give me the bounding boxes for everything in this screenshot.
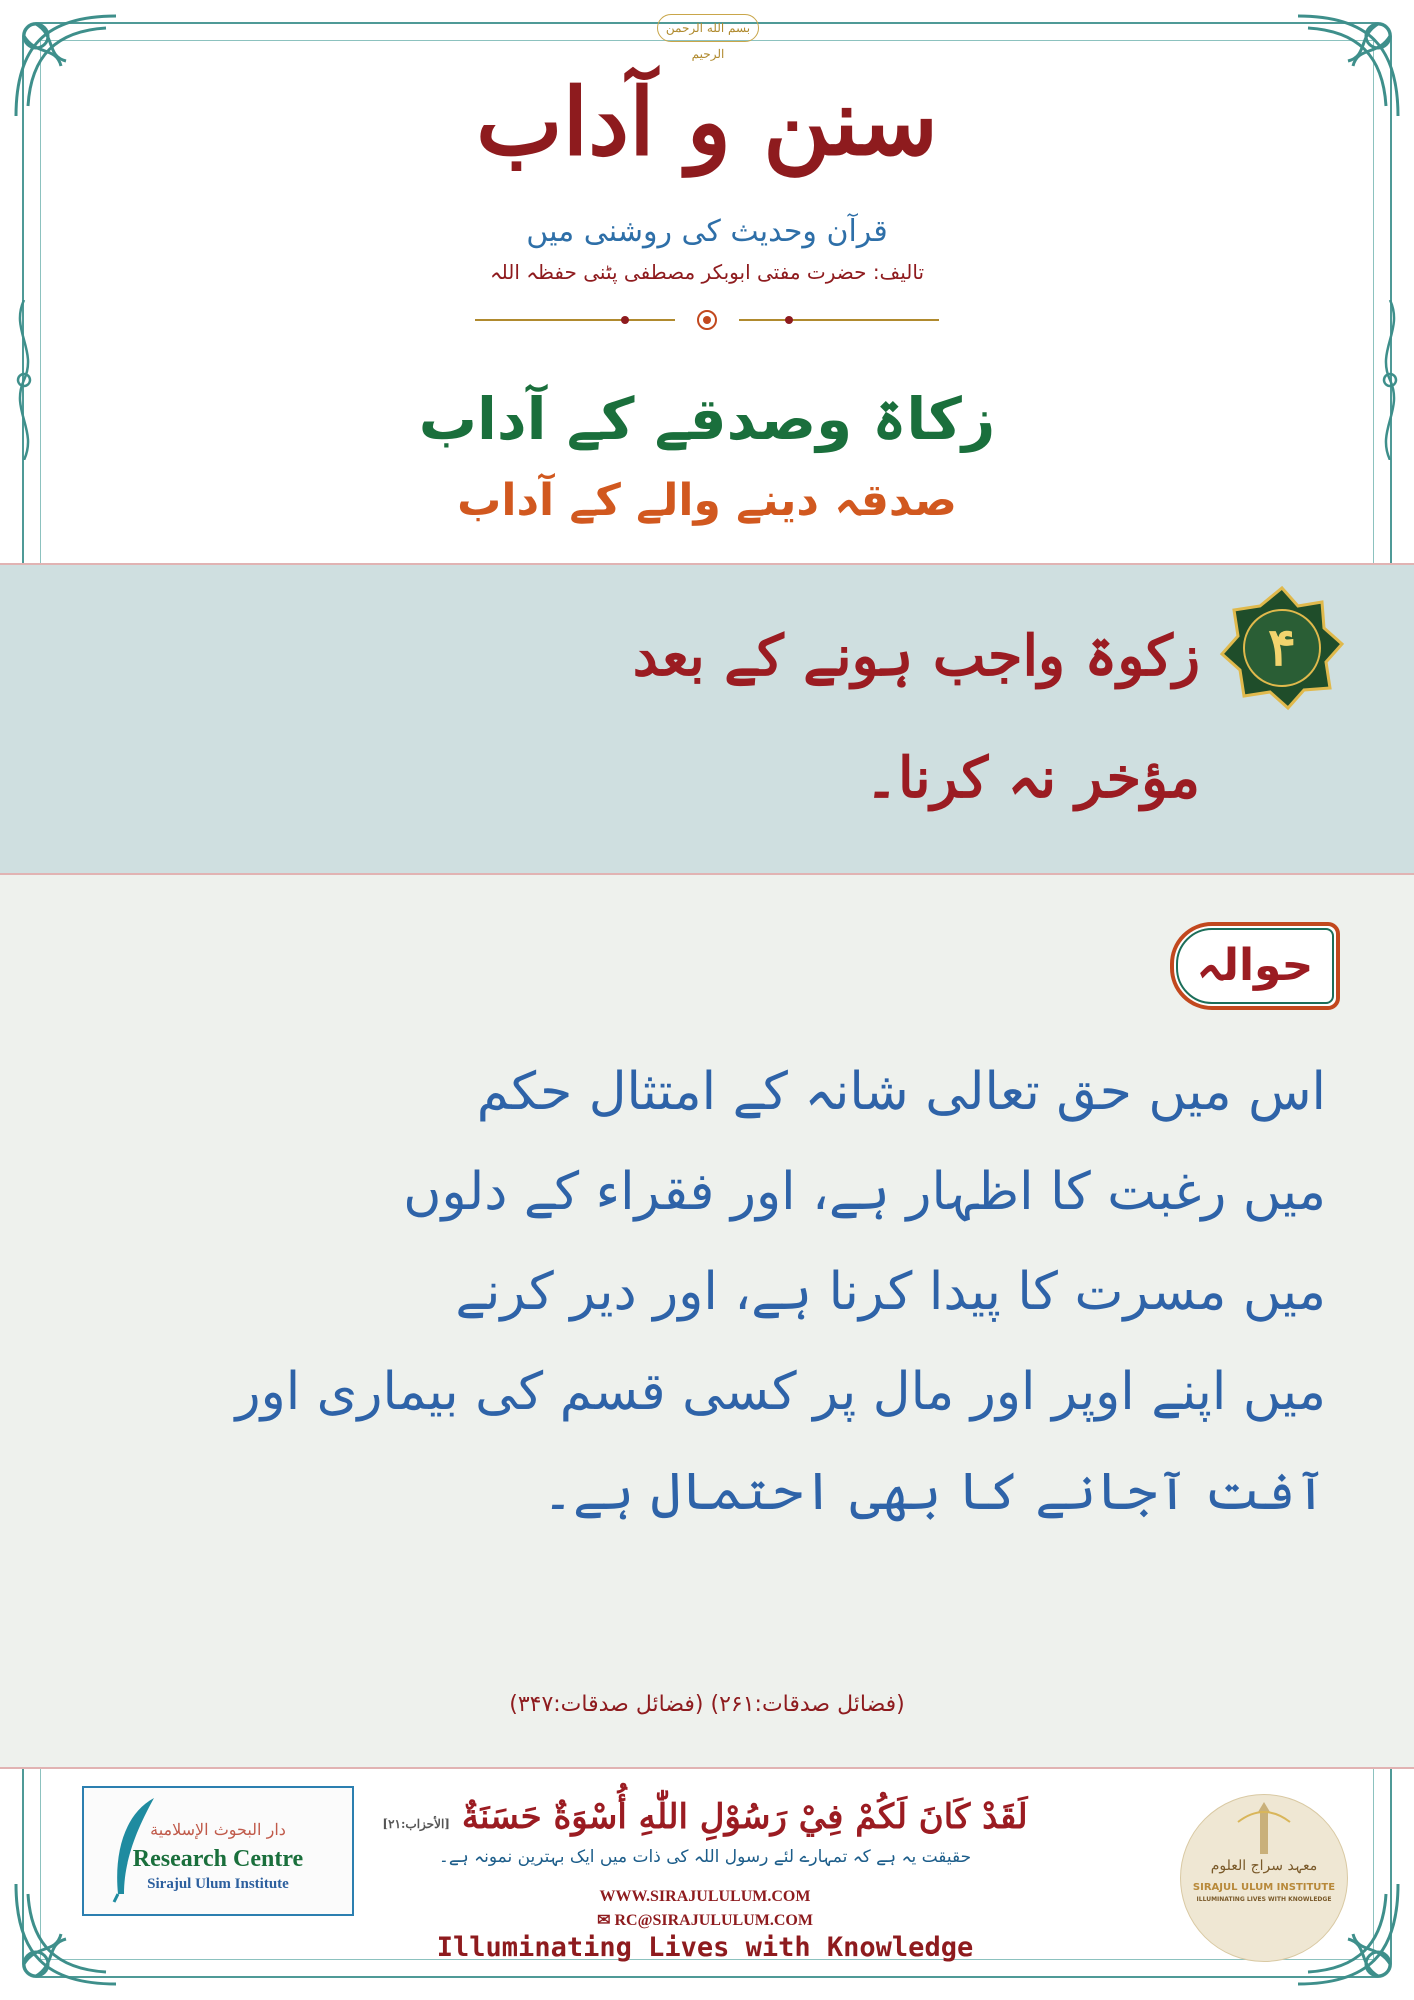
page-title: سنن و آداب <box>475 68 939 176</box>
verse-translation: حقیقت یہ ہے کہ تمہارے لئے رسول اللہ کی ذات میں ایک بہترین نمونہ ہے۔ <box>438 1847 972 1867</box>
quran-verse-ref: [الأحزاب:۲۱] <box>382 1817 450 1831</box>
website-link[interactable]: WWW.SIRAJULULUM.COM <box>599 1888 811 1905</box>
reference-label: حوالہ <box>1196 940 1314 991</box>
reference-line: میں اپنے اوپر اور مال پر کسی قسم کی بیماری اور <box>235 1362 1326 1422</box>
reference-line: میں رغبت کا اظہار ہے، اور فقراء کے دلوں <box>403 1162 1326 1222</box>
institute-tagline: ILLUMINATING LIVES WITH KNOWLEDGE <box>1196 1896 1332 1903</box>
divider-ornament-icon <box>475 308 939 332</box>
adab-number: ۴ <box>1268 617 1296 678</box>
research-centre-arabic: دار البحوث الإسلامية <box>150 1820 286 1839</box>
page-subtitle: قرآن وحدیث کی روشنی میں <box>526 214 888 249</box>
email-link[interactable] <box>370 1910 1040 1930</box>
adab-heading-line: مؤخر نہ کرنا۔ <box>865 745 1200 811</box>
author-line: تالیف: حضرت مفتی ابوبکر مصطفی پٹنی حفظہ اللہ <box>489 260 925 284</box>
quran-verse <box>370 1794 1040 1847</box>
reference-line: میں مسرت کا پیدا کرنا ہے، اور دیر کرنے <box>455 1262 1326 1322</box>
mail-icon: ✉ <box>597 1912 615 1929</box>
bismillah-calligraphy: بسم الله الرحمن الرحيم <box>657 14 759 42</box>
topic-title: زکاۃ وصدقے کے آداب <box>418 385 996 453</box>
adab-heading-line: زکوۃ واجب ہونے کے بعد <box>632 623 1200 689</box>
topic-subtitle: صدقہ دینے والے کے آداب <box>457 475 957 526</box>
email-text: RC@SIRAJULULUM.COM <box>614 1912 813 1929</box>
research-centre-institute: Sirajul Ulum Institute <box>147 1876 289 1892</box>
institute-arabic-name: معہد سراج العلوم <box>1210 1858 1318 1874</box>
quran-verse-text: لَقَدْ كَانَ لَكُمْ فِيْ رَسُوْلِ اللّٰهِ أُسْوَةٌ حَسَنَةٌ <box>461 1797 1028 1837</box>
minaret-icon <box>1234 1802 1294 1858</box>
reference-line: آفت آجانے کا بھی احتمال ہے۔ <box>542 1462 1326 1522</box>
institute-name: SIRAJUL ULUM INSTITUTE <box>1192 1882 1336 1893</box>
reference-source: (فضائل صدقات:۲۶۱) (فضائل صدقات:۳۴۷) <box>509 1692 905 1717</box>
research-centre-name: Research Centre <box>132 1846 304 1872</box>
tagline: Illuminating Lives with Knowledge <box>436 1932 974 1963</box>
reference-line: اس میں حق تعالی شانہ کے امتثال حکم <box>476 1062 1326 1122</box>
